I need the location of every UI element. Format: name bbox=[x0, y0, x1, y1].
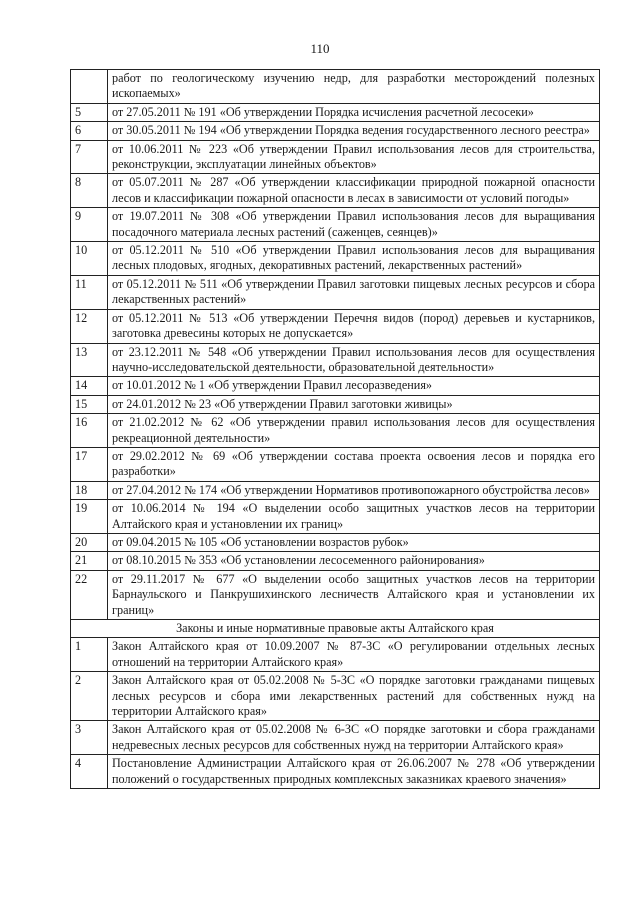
act-description: от 21.02.2012 № 62 «Об утверждении правил использования лесов для осуществления рекреационной деятельности» bbox=[108, 414, 600, 448]
act-description: от 29.11.2017 № 677 «О выделении особо защитных участков лесов на территории Барнаульского и Панкрушихинского лесничеств Алтайского края и установлении их границ» bbox=[108, 570, 600, 619]
act-description: от 05.12.2011 № 513 «Об утверждении Перечня видов (пород) деревьев и кустарников, заготовка древесины которых не допускается» bbox=[108, 309, 600, 343]
act-description: Закон Алтайского края от 10.09.2007 № 87-ЗС «О регулировании отдельных лесных отношений на территории Алтайского края» bbox=[108, 638, 600, 672]
table-row bbox=[71, 140, 600, 174]
table-row bbox=[71, 70, 600, 104]
row-number: 7 bbox=[71, 140, 108, 174]
act-description: от 10.06.2011 № 223 «Об утверждении Правил использования лесов для строительства, реконструкции, эксплуатации линейных объектов» bbox=[108, 140, 600, 174]
table-row bbox=[71, 208, 600, 242]
table-row bbox=[71, 638, 600, 672]
act-description: от 29.02.2012 № 69 «Об утверждении состава проекта освоения лесов и порядка его разработки» bbox=[108, 447, 600, 481]
row-number bbox=[71, 70, 108, 104]
page-number: 110 bbox=[310, 41, 330, 56]
act-description: Закон Алтайского края от 05.02.2008 № 5-ЗС «О порядке заготовки гражданами пищевых лесных ресурсов и сбора ими лекарственных растений для собственных нужд на территории Алтайского края» bbox=[108, 672, 600, 721]
table-row bbox=[71, 309, 600, 343]
table-row bbox=[71, 242, 600, 276]
table-row bbox=[71, 414, 600, 448]
row-number: 1 bbox=[71, 638, 108, 672]
act-description: от 05.12.2011 № 510 «Об утверждении Правил использования лесов для выращивания лесных плодовых, ягодных, декоративных растений, лекарственных растений» bbox=[108, 242, 600, 276]
legal-acts-table bbox=[70, 69, 600, 789]
table-row bbox=[71, 103, 600, 121]
table-row bbox=[71, 343, 600, 377]
row-number: 22 bbox=[71, 570, 108, 619]
act-description: от 27.04.2012 № 174 «Об утверждении Нормативов противопожарного обустройства лесов» bbox=[108, 481, 600, 499]
act-description: от 30.05.2011 № 194 «Об утверждении Порядка ведения государственного лесного реестра» bbox=[108, 122, 600, 140]
row-number: 14 bbox=[71, 377, 108, 395]
row-number: 12 bbox=[71, 309, 108, 343]
row-number: 21 bbox=[71, 552, 108, 570]
row-number: 20 bbox=[71, 533, 108, 551]
table-row bbox=[71, 275, 600, 309]
row-number: 19 bbox=[71, 500, 108, 534]
table-row bbox=[71, 481, 600, 499]
row-number: 18 bbox=[71, 481, 108, 499]
row-number: 16 bbox=[71, 414, 108, 448]
act-description: от 10.01.2012 № 1 «Об утверждении Правил лесоразведения» bbox=[108, 377, 600, 395]
act-description: Закон Алтайского края от 05.02.2008 № 6-ЗС «О порядке заготовки и сбора гражданами недревесных лесных ресурсов для собственных нужд на территории Алтайского края» bbox=[108, 721, 600, 755]
table-row bbox=[71, 447, 600, 481]
section-heading: Законы и иные нормативные правовые акты Алтайского края bbox=[71, 620, 600, 638]
row-number: 9 bbox=[71, 208, 108, 242]
table-row bbox=[71, 395, 600, 413]
table-row bbox=[71, 174, 600, 208]
table-row bbox=[71, 122, 600, 140]
act-description: от 08.10.2015 № 353 «Об установлении лесосеменного районирования» bbox=[108, 552, 600, 570]
row-number: 10 bbox=[71, 242, 108, 276]
section-row bbox=[71, 620, 600, 638]
act-description: от 27.05.2011 № 191 «Об утверждении Порядка исчисления расчетной лесосеки» bbox=[108, 103, 600, 121]
act-description: от 05.12.2011 № 511 «Об утверждении Правил заготовки пищевых лесных ресурсов и сбора лекарственных растений» bbox=[108, 275, 600, 309]
table-row bbox=[71, 552, 600, 570]
row-number: 2 bbox=[71, 672, 108, 721]
row-number: 17 bbox=[71, 447, 108, 481]
table-row bbox=[71, 721, 600, 755]
act-description: работ по геологическому изучению недр, для разработки месторождений полезных ископаемых» bbox=[108, 70, 600, 104]
row-number: 5 bbox=[71, 103, 108, 121]
table-body bbox=[71, 70, 600, 789]
act-description: от 10.06.2014 № 194 «О выделении особо защитных участков лесов на территории Алтайского края и установлении их границ» bbox=[108, 500, 600, 534]
row-number: 3 bbox=[71, 721, 108, 755]
table-row bbox=[71, 570, 600, 619]
row-number: 15 bbox=[71, 395, 108, 413]
table-row bbox=[71, 755, 600, 789]
row-number: 4 bbox=[71, 755, 108, 789]
table-row bbox=[71, 533, 600, 551]
act-description: от 09.04.2015 № 105 «Об установлении возрастов рубок» bbox=[108, 533, 600, 551]
table-row bbox=[71, 500, 600, 534]
act-description: от 05.07.2011 № 287 «Об утверждении классификации природной пожарной опасности лесов и классификации пожарной опасности в лесах в зависимости от условий погоды» bbox=[108, 174, 600, 208]
table-row bbox=[71, 377, 600, 395]
row-number: 8 bbox=[71, 174, 108, 208]
act-description: от 19.07.2011 № 308 «Об утверждении Правил использования лесов для выращивания посадочного материала лесных растений (саженцев, сеянцев)» bbox=[108, 208, 600, 242]
row-number: 11 bbox=[71, 275, 108, 309]
table-row bbox=[71, 672, 600, 721]
row-number: 6 bbox=[71, 122, 108, 140]
act-description: Постановление Администрации Алтайского края от 26.06.2007 № 278 «Об утверждении положений о государственных природных комплексных заказниках краевого значения» bbox=[108, 755, 600, 789]
act-description: от 24.01.2012 № 23 «Об утверждении Правил заготовки живицы» bbox=[108, 395, 600, 413]
row-number: 13 bbox=[71, 343, 108, 377]
act-description: от 23.12.2011 № 548 «Об утверждении Правил использования лесов для осуществления научно-исследовательской деятельности, образовательной деятельности» bbox=[108, 343, 600, 377]
